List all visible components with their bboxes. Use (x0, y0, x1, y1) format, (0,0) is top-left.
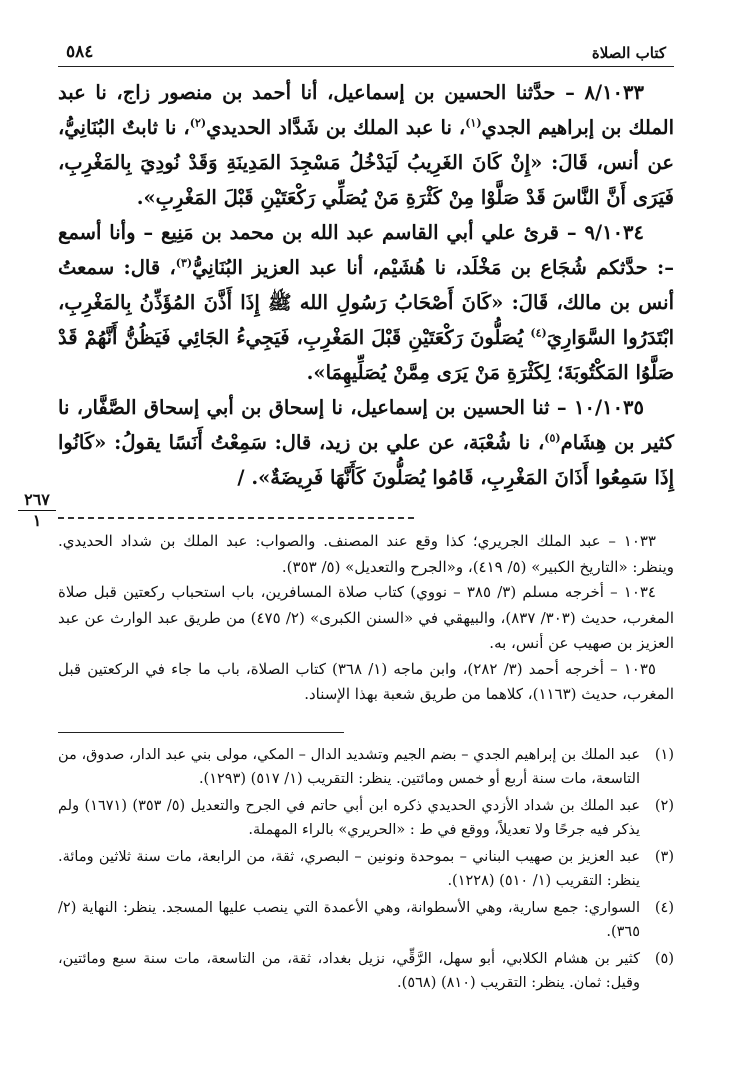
hadith-number: ٨/١٠٣٣ (584, 81, 644, 104)
footnote (58, 896, 674, 945)
manuscript-folio-marker (18, 492, 56, 529)
page-header (58, 42, 674, 67)
book-title: كتاب الصلاة (591, 44, 666, 62)
hadith-paragraph (58, 75, 674, 215)
footnote-number: (٢) (654, 797, 674, 814)
commentary-paragraph: ١٠٣٣ – عبد الملك الجريري؛ كذا وقع عند المصنف. والصواب: عبد الملك بن شداد الحديدي. وينظر: «التاريخ الكبير» (٥/ ٤١٩)، و«الجرح والتعديل» (٥/ ٣٥٣). (58, 532, 674, 576)
hadith-body: ، قال: سمعتُ أنس بن مالك، قَالَ: «كَانَ أَصْحَابُ رَسُولِ الله ﷺ إِذَا أَذَّنَ المُؤَذِّنُ بِالمَغْرِبِ، ابْتَدَرُوا السَّوَارِيَ (58, 256, 674, 349)
page-number: ٥٨٤ (66, 42, 94, 62)
hadith-number: ٩/١٠٣٤ (584, 221, 644, 244)
footnote (58, 845, 674, 894)
footnote-ref[interactable]: (٣) (175, 256, 193, 270)
footnote-text: عبد الملك بن إبراهيم الجدي – بضم الجيم وتشديد الدال – المكي، مولى بني عبد الدار، صدوق، من التاسعة، مات سنة أربع أو خمس ومائتين. ينظر: التقريب (١/ ٥١٧) (١٢٩٣). (58, 746, 640, 787)
footnote-text: عبد العزيز بن صهيب البناني – بموحدة ونونين – البصري، ثقة، من الرابعة، مات سنة ثلاثين ومائة. ينظر: التقريب (١/ ٥١٠) (١٢٢٨). (58, 848, 640, 889)
footnote-number: (٤) (654, 899, 674, 916)
footnote-ref[interactable]: (٢) (189, 116, 207, 130)
commentary-paragraph: ١٠٣٥ – أخرجه أحمد (٣/ ٢٨٢)، وابن ماجه (١/ ٣٦٨) كتاب الصلاة، باب ما جاء في الركعتين قبل المغرب، حديث (١١٦٣)، كلاهما من طريق شعبة بهذا الإسناد. (58, 659, 674, 703)
folio-number: ٢٦٧ (18, 492, 56, 511)
footnote-ref[interactable]: (٥) (544, 431, 561, 445)
footnote-number: (٣) (654, 848, 674, 865)
hadith-body: ، نا شُعْبَة، عن علي بن زيد، قال: سَمِعْتُ أَنَسًا يقولُ: «كَانُوا إِذَا سَمِعُوا أَذَانَ المَغْرِبِ، قَامُوا يُصَلُّونَ كَأَنَّهَا فَرِيضَةٌ». / (58, 431, 674, 489)
hadith-text (58, 75, 674, 495)
footnote-separator (58, 732, 344, 733)
footnotes (58, 743, 674, 996)
footnote-number: (٥) (654, 950, 674, 967)
hadith-paragraph (58, 390, 674, 495)
footnote-text: عبد الملك بن شداد الأزدي الحديدي ذكره ابن أبي حاتم في الجرح والتعديل (٥/ ٣٥٣) (١٦٧١) ولم يذكر فيه جرحًا ولا تعديلاً، ووقع في ط : «الحريري» بالراء المهملة. (58, 797, 640, 838)
hadith-paragraph (58, 215, 674, 390)
footnote-text: كثير بن هشام الكلابي، أبو سهل، الرَّقِّي، نزيل بغداد، ثقة، من التاسعة، مات سنة سبع ومائتين، وقيل: ثمان. ينظر: التقريب (٨١٠) (٥٦٨). (58, 950, 640, 991)
footnote-ref[interactable]: (٤) (530, 326, 547, 340)
hadith-number: ١٠/١٠٣٥ (574, 396, 644, 419)
hadith-body: يُصَلُّونَ رَكْعَتَيْنِ قَبْلَ المَغْرِبِ، فَيَجِيءُ الجَائِي فَيَظُنُّ أَنَّهُمْ قَدْ صَلَّوُا المَكْتُوبَةَ؛ لِكَثْرَةِ مَنْ يَرَى مِمَّنْ يُصَلِّيهِمَا». (58, 326, 674, 384)
footnote (58, 947, 674, 996)
footnote-text: السواري: جمع سارية، وهي الأسطوانة، وهي الأعمدة التي ينصب عليها المسجد. ينظر: النهاية (٢/ ٣٦٥). (58, 899, 640, 940)
hadith-body: ، نا عبد الملك بن شَدَّاد الحديدي (206, 116, 466, 139)
commentary-paragraph: ١٠٣٤ – أخرجه مسلم (٣/ ٣٨٥ – نووي) كتاب صلاة المسافرين، باب استحباب ركعتين قبل صلاة المغرب، حديث (٣٠٣/ ٨٣٧)، والبيهقي في «السنن الكبرى» (٢/ ٤٧٥) من طريق عبد الوارث عن عبد العزيز بن صهيب عن أنس، به. (58, 583, 675, 652)
hadith-body: ، نا ثابتٌ البُنَانِيُّ، عن أنس، قَالَ: «إِنْ كَانَ الغَرِيبُ لَيَدْخُلُ مَسْجِدَ المَدِينَةِ وَقَدْ نُودِيَ بِالمَغْرِبِ، فَيَرَى أَنَّ النَّاسَ قَدْ صَلَّوْا مِنْ كَثْرَةِ مَنْ يُصَلِّي رَكْعَتَيْنِ قَبْلَ المَغْرِبِ». (58, 116, 674, 209)
footnote (58, 743, 674, 792)
folio-side: ١ (32, 511, 42, 530)
footnote-number: (١) (654, 746, 674, 763)
hadith-body: – قرئ علي أبي القاسم عبد الله بن محمد بن مَنِيع – وأنا أسمع –: حدَّثكم شُجَاع بن مَخْلَد، نا هُشَيْم، أنا عبد العزيز البُنَانِيُّ (58, 221, 674, 279)
hadith-body: – ثنا الحسين بن إسماعيل، نا إسحاق بن أبي إسحاق الصَّفَّار، نا كثير بن هِشَام (58, 396, 675, 454)
footnote-ref[interactable]: (١) (465, 116, 482, 130)
hadith-body: – حدَّثنا الحسين بن إسماعيل، أنا أحمد بن منصور زاج، نا عبد الملك بن إبراهيم الجدي (58, 81, 675, 139)
dashed-separator (58, 517, 414, 519)
footnote (58, 794, 674, 843)
takhrij-commentary (58, 529, 674, 708)
